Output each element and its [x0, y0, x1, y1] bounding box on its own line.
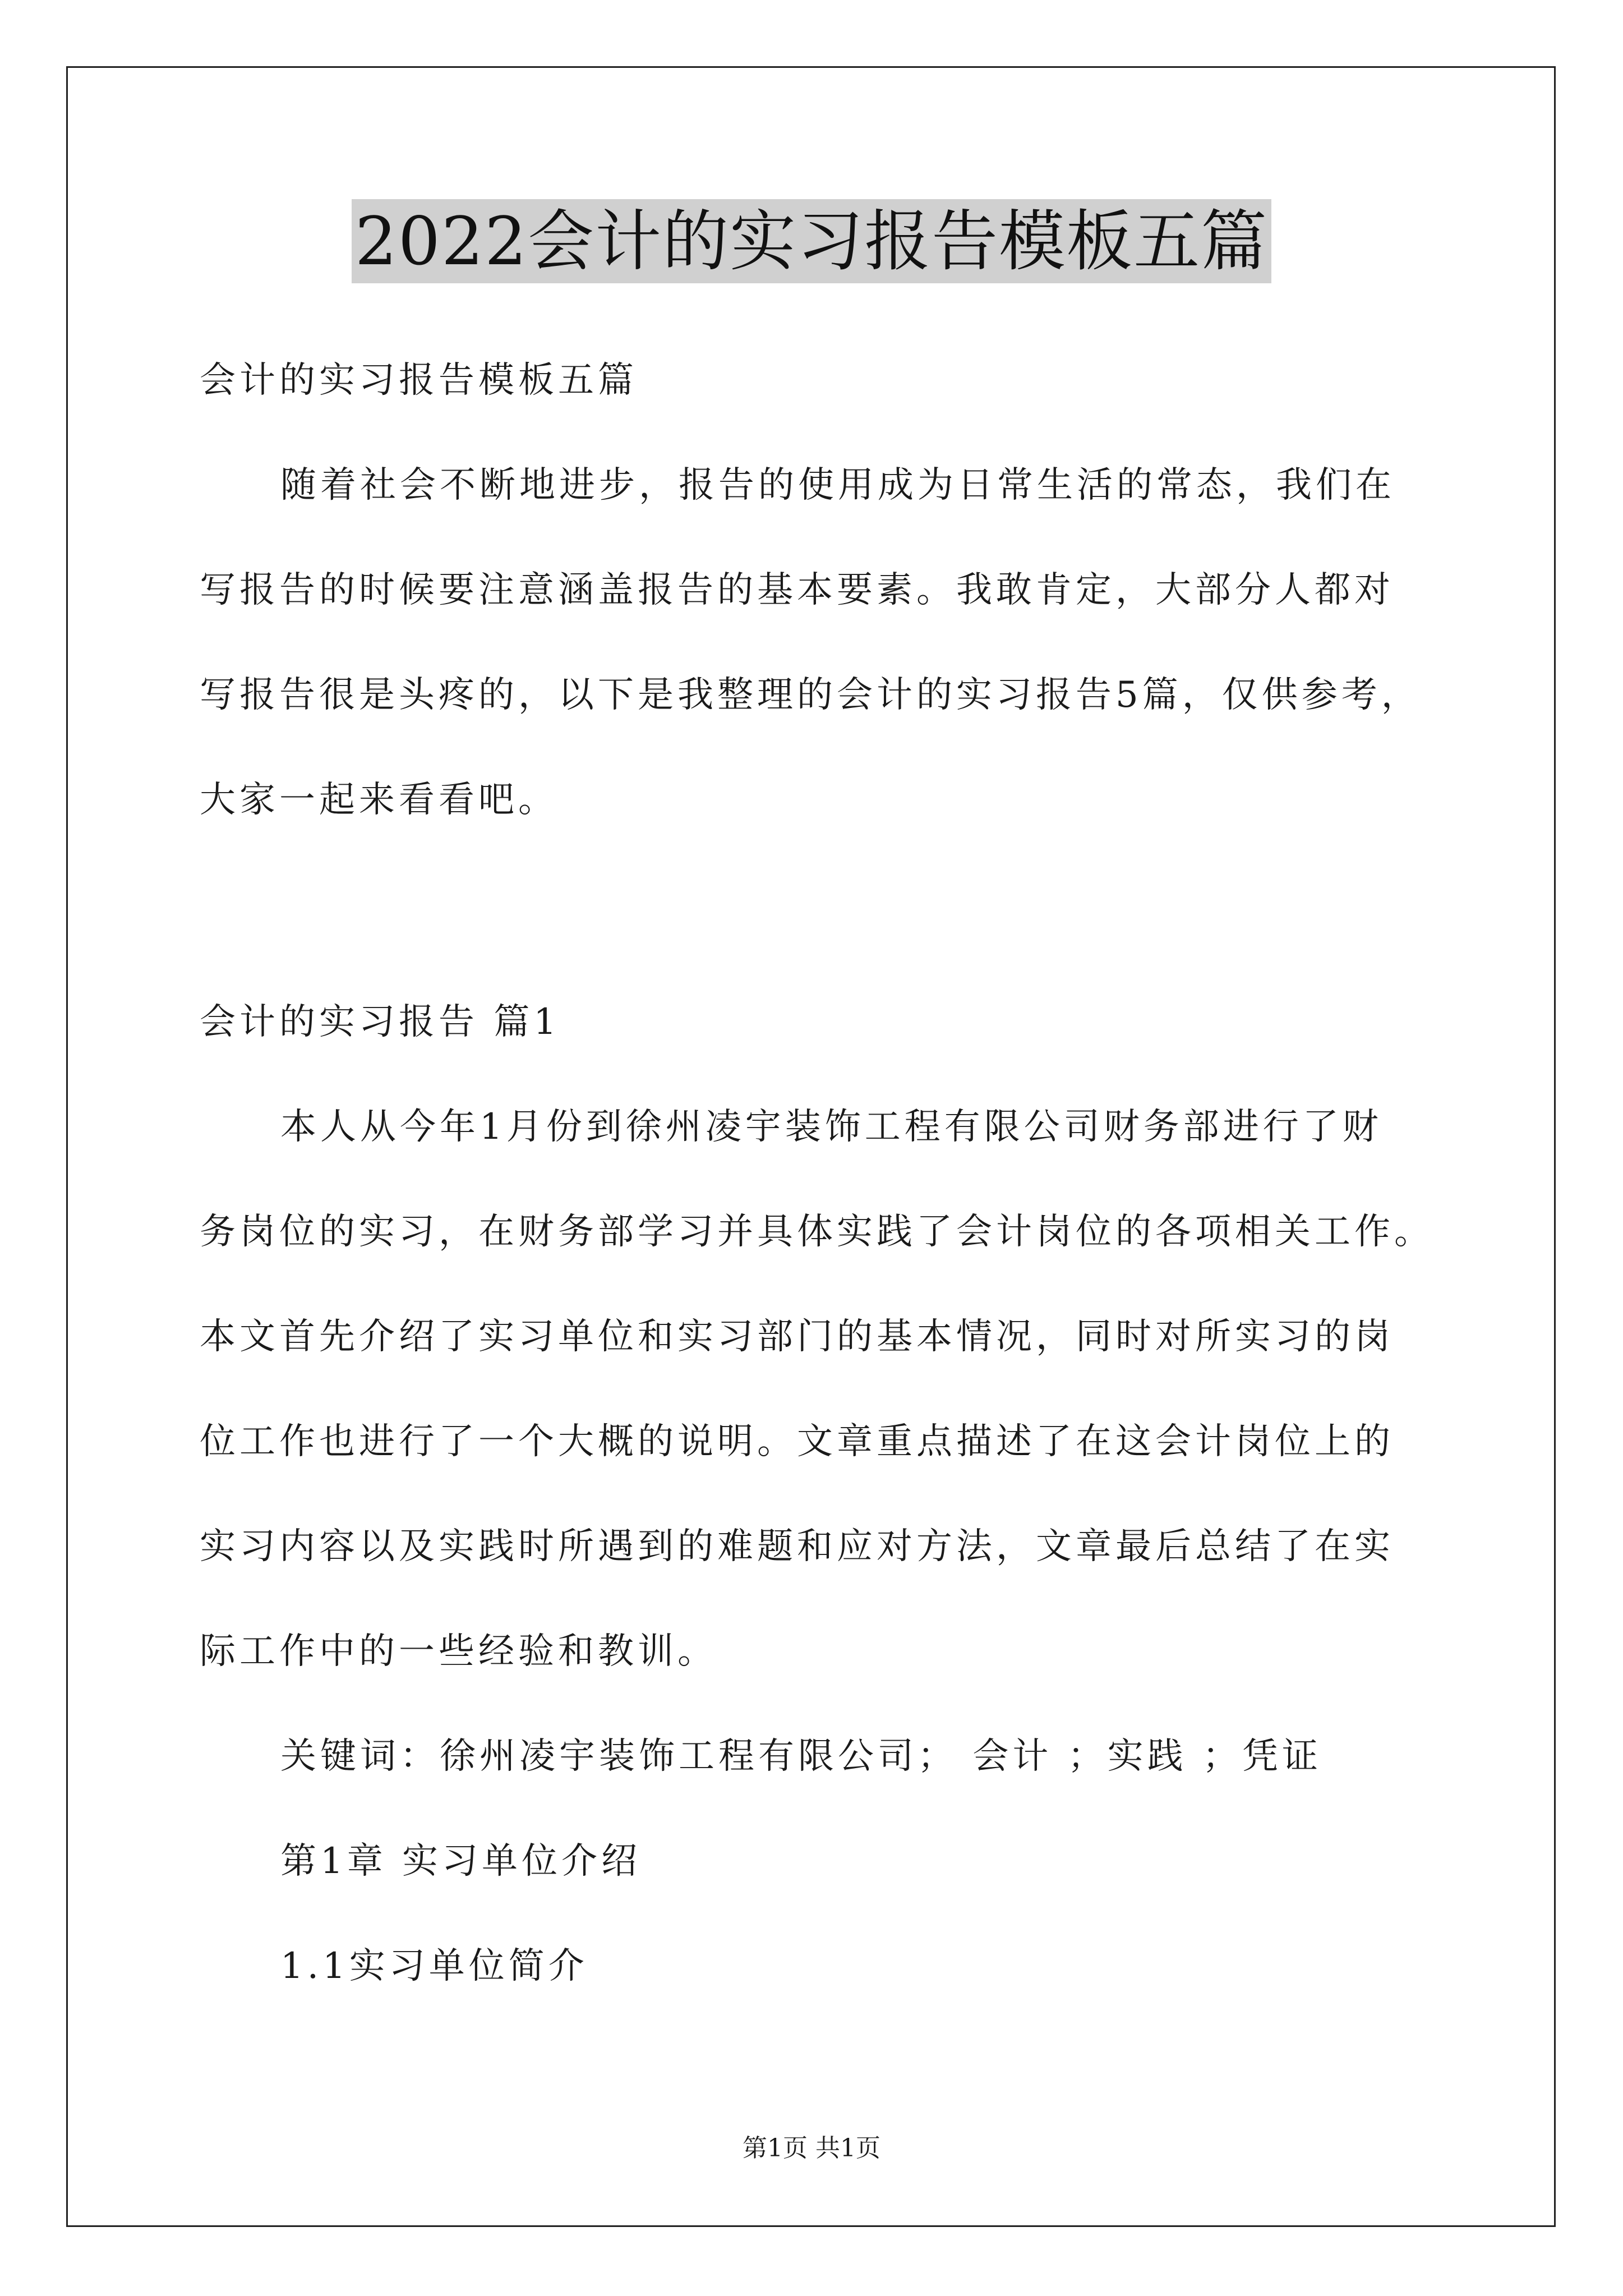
- body-paragraph-line-3: 本文首先介绍了实习单位和实习部门的基本情况，同时对所实习的岗: [200, 1316, 1394, 1358]
- title-container: [0, 199, 1623, 283]
- intro-paragraph-line-4: 大家一起来看看吧。: [200, 779, 558, 821]
- body-paragraph-line-2: 务岗位的实习，在财务部学习并具体实践了会计岗位的各项相关工作。: [200, 1211, 1434, 1253]
- body-paragraph-line-4: 位工作也进行了一个大概的说明。文章重点描述了在这会计岗位上的: [200, 1421, 1394, 1462]
- body-paragraph-line-5: 实习内容以及实践时所遇到的难题和应对方法，文章最后总结了在实: [200, 1526, 1394, 1567]
- subsection-heading: 1.1实习单位简介: [280, 1945, 588, 1987]
- document-title: 2022会计的实习报告模板五篇: [352, 199, 1271, 283]
- keywords-line: 关键词：徐州凌宇装饰工程有限公司； 会计 ；实践 ；凭证: [280, 1736, 1322, 1777]
- chapter-heading: 第1章 实习单位介绍: [280, 1841, 642, 1882]
- section-heading: 会计的实习报告 篇1: [200, 1001, 561, 1043]
- intro-paragraph-line-2: 写报告的时候要注意涵盖报告的基本要素。我敢肯定，大部分人都对: [200, 569, 1394, 611]
- intro-paragraph-line-3: 写报告很是头疼的，以下是我整理的会计的实习报告5篇，仅供参考，: [200, 674, 1421, 716]
- subtitle-line: 会计的实习报告模板五篇: [200, 360, 638, 401]
- body-paragraph-line-1: 本人从今年1月份到徐州凌宇装饰工程有限公司财务部进行了财: [280, 1106, 1382, 1148]
- body-paragraph-line-6: 际工作中的一些经验和教训。: [200, 1631, 717, 1672]
- page-footer: 第1页 共1页: [743, 2134, 880, 2162]
- intro-paragraph-line-1: 随着社会不断地进步，报告的使用成为日常生活的常态，我们在: [280, 464, 1395, 506]
